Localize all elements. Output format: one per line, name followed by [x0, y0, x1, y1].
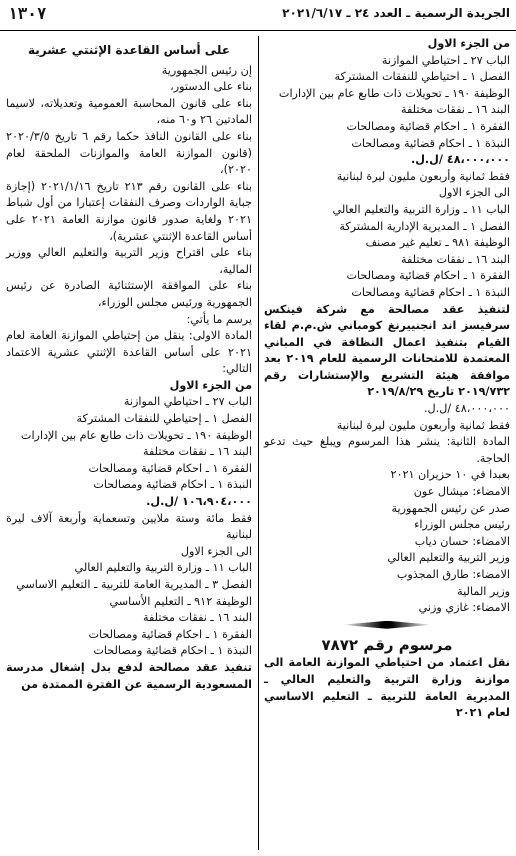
left_column-line: الباب ٢٧ ـ احتياطي الموازنة [123, 395, 252, 409]
separator-rule [342, 621, 432, 629]
right_column-line: الى الجزء الاول [438, 186, 510, 200]
right-column [264, 36, 510, 722]
right_column-line: فقط ثمانية وأربعون مليون ليرة لبنانية [336, 418, 510, 432]
left_column-line: إن رئيس الجمهورية [161, 63, 252, 77]
left_column-line: الباب ١١ ـ وزارة التربية والتعليم العالي [74, 561, 252, 575]
right_column-line: النبذة ١ ـ احكام قضائية ومصالحات [351, 136, 510, 150]
left_column-line: الفقرة ١ ـ احكام قضائية ومصالحات [88, 461, 252, 475]
left-column [6, 36, 252, 693]
right_column-line: من الجزء الاول [427, 37, 510, 50]
right_column-line: الوظيفة ٩٨١ ـ تعليم غير مصنف [365, 236, 510, 250]
left_column-line: من الجزء الاول [169, 378, 252, 392]
left_column-line: ١٠٦،٩٠٤،٠٠٠ /ل.ل. [146, 495, 252, 509]
right_column-line: وزير التربية والتعليم العالي [387, 551, 510, 565]
left_column-line: بناء على اقتراح وزير التربية والتعليم العالي ووزير المالية، [6, 246, 252, 276]
left_column-line: البند ١٦ ـ نفقات مختلفة [142, 611, 252, 625]
right_column-line: الوظيفة ١٩٠ ـ تحويلات ذات طابع عام بين الإدارات [278, 86, 510, 100]
left_column-line: الفقرة ١ ـ احكام قضائية ومصالحات [88, 627, 252, 641]
right_column-line: الامضاء: طارق المجذوب [396, 568, 510, 581]
right_column-line: الفصل ١ ـ احتياطي للنفقات المشتركة [334, 70, 510, 84]
right_column-line: الامضاء: ميشال عون [413, 485, 510, 499]
left_column-line: الفصل ١ ـ إحتياطي للنفقات المشتركة [76, 412, 252, 426]
gazette-title: الجريدة الرسمية ـ العدد ٢٤ ـ ٢٠٢١/٦/١٧ [282, 6, 510, 20]
left_column-line: النبذة ١ ـ احكام قضائية ومصالحات [93, 644, 252, 658]
right_column-line: وزير المالية [457, 584, 510, 598]
right_column-line: النبذة ١ ـ احكام قضائية ومصالحات [351, 285, 510, 299]
left_column-line: تنفيذ عقد مصالحة لدفع بدل إشغال مدرسة المسعودية الرسمية عن الفترة الممتدة من [6, 660, 252, 691]
left_column-line: بناء على القانون رقم ٢١٣ تاريخ ٢٠٢١/١/١٦ (إجازة جباية الواردات وصرف النفقات إعتبارا من أول شباط ٢٠٢١ ولغاية صدور قانون موازنة العامة ٢٠٢١ على أساس القاعدة الإثنتي عشرية)، [6, 179, 253, 243]
left_column-line: الوظيفة ٩١٢ ـ التعليم الأساسي [109, 594, 252, 608]
decree-title: نقل اعتماد من احتياطي الموازنة العامة الى موازنة وزارة التربية والتعليم العالي ـ المديرية العامة للتربية ـ التعليم الاساسي لعام ٢٠٢١ [264, 656, 510, 720]
right_column-line: الفقرة ١ ـ احكام قضائية ومصالحات [346, 269, 510, 283]
right_column-line: الباب ٢٧ ـ احتياطي الموازنة [381, 53, 510, 67]
right_column-line: الامضاء: حسان دياب [414, 534, 510, 548]
left_column-line: المادة الاولى: ينقل من إحتياطي الموازنة العامة لعام ٢٠٢١ على أساس القاعدة الإثنتي عشرية الاعتماد التالي: [6, 329, 252, 376]
right_column-line: لتنفيذ عقد مصالحة مع شركة فينكس سرفيسز اند انجنييرنغ كومباني ش.م.م لقاء القيام بتنفيذ اعمال النظافة في المباني المعتمدة للامتحانات الرسمية للعام ٢٠١٩ بعد موافقة هيئة التشريع والإستشارات رقم ٢٠١٩/٧٣٢ تاريخ ٢٠١٩/٨/٢٩ [264, 302, 510, 399]
page-header [0, 0, 516, 31]
right_column-line: البند ١٦ ـ نفقات مختلفة [400, 103, 510, 117]
left_column-line: بناء على القانون النافذ حكما رقم ٦ تاريخ ٢٠٢٠/٣/٥ (قانون الموازنة العامة والموازنات الملحقة لعام ٢٠٢٠)، [6, 129, 252, 177]
left_column-line: النبذة ١ ـ احكام قضائية ومصالحات [93, 478, 252, 492]
page-number: ١٣٠٧ [8, 4, 47, 23]
left_column-line: فقط مائة وستة ملايين وتسعماية وأربعة آلاف ليرة لبنانية [6, 511, 252, 542]
left_column-line: يرسم ما يأتي: [186, 312, 252, 326]
right_column-line: ٤٨،٠٠٠،٠٠٠ /ل.ل. [410, 153, 510, 167]
left_column-line: الوظيفة ١٩٠ ـ تحويلات ذات طابع عام بين الإدارات [20, 428, 252, 442]
right_column-line: الفصل ١ ـ المديرية الإدارية المشتركة [339, 219, 510, 233]
left_column-line: البند ١٦ ـ نفقات مختلفة [142, 445, 252, 459]
right_column-line: صدر عن رئيس الجمهورية [391, 501, 510, 515]
right_column-line: البند ١٦ ـ نفقات مختلفة [400, 252, 510, 266]
right_column-line: رئيس مجلس الوزراء [414, 518, 510, 532]
right_column-line: الباب ١١ ـ وزارة التربية والتعليم العالي [332, 202, 510, 216]
right_column-line: بعبدا في ١٠ حزيران ٢٠٢١ [390, 468, 510, 482]
left_column-line: بناء على الموافقة الإستثنائية الصادرة عن رئيس الجمهورية ورئيس مجلس الوزراء، [6, 279, 252, 309]
right_column-line: ٤٨،٠٠٠،٠٠٠ /ل.ل. [424, 402, 510, 416]
left_column-line: الفصل ٣ ـ المديرية العامة للتربية ـ التعليم الاساسي [16, 578, 252, 591]
right_column-line: الفقرة ١ ـ احكام قضائية ومصالحات [346, 119, 510, 133]
decree-number: مرسوم رقم ٧٨٧٢ [321, 635, 453, 654]
column-divider [258, 36, 259, 850]
left_column-line: الى الجزء الاول [180, 544, 252, 558]
right_column-line: المادة الثانية: ينشر هذا المرسوم ويبلغ حيث تدعو الحاجة. [264, 435, 510, 465]
right_column-line: فقط ثمانية وأربعون مليون ليرة لبنانية [336, 169, 510, 183]
section-title: على أساس القاعدة الإثنتي عشرية [27, 43, 231, 57]
right_column-line: الامضاء: غازي وزني [418, 601, 510, 615]
left_column-line: بناء على الدستور، [170, 80, 252, 94]
left_column-line: بناء على قانون المحاسبة العمومية وتعديلاته، لاسيما المادتين ٢٦ و٦٠ منه، [6, 96, 252, 127]
